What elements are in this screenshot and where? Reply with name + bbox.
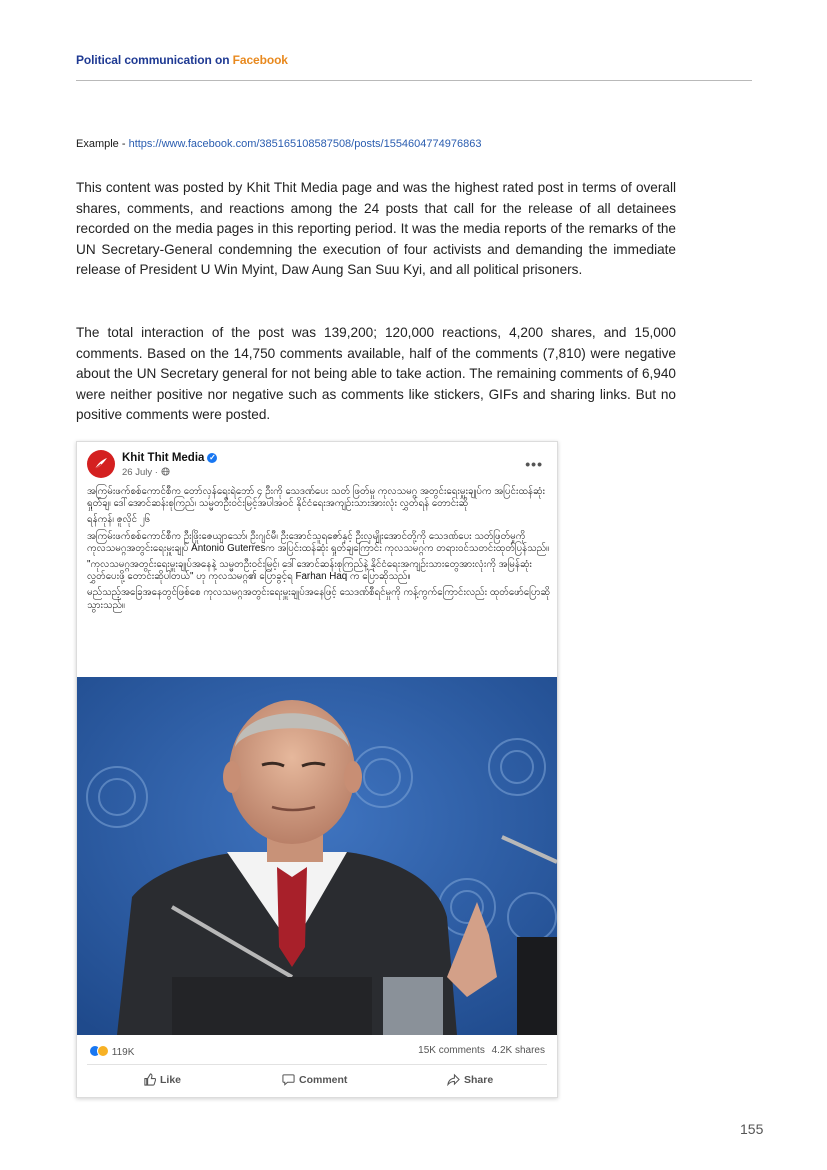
shares-count[interactable]: 4.2K shares [491,1045,545,1056]
thumbs-up-icon [143,1073,156,1086]
post-date-text: 26 July · [122,467,161,478]
post-text-body-2: မည်သည့်အခြေအနေတွင်ဖြစ်စေ ကုလသမဂ္ဂအတွင်းရေးမှူးချုပ်အနေဖြင့် သေဒဏ်စီရင်မှုကို ကန့်ကွက်ကြောင်းလည်း ထုတ်ဖော်ပြောဆိုသွားသည်။ [87,587,551,611]
actions-divider [87,1064,547,1065]
post-actions [77,1073,557,1089]
haha-reaction-icon [97,1045,109,1057]
post-text-body-1: အကြမ်းဖက်စစ်ကောင်စီက ဦးဖြိုးဇေယျာသော်၊ ဦးဂျင်မီ၊ ဦးအောင်သူရဇော်နှင့် ဦးလှမျိုးအောင်တို့ကို သေဒဏ်ပေး သတ်ဖြတ်မှုကို ကုလသမဂ္ဂအတွင်းရေးမှူးချုပ် Antonio Guterresက အပြင်းထန်ဆုံး ရှုတ်ချကြောင်း ကုလသမဂ္ဂက တရားဝင်သတင်းထုတ်ပြန်သည်။ [87,530,550,554]
comment-bubble-icon [282,1073,295,1086]
comment-button[interactable] [282,1073,347,1086]
like-label: Like [160,1073,182,1086]
post-text-dateline: ရန်ကုန်၊ ဇူလိုင် ၂၆ [87,514,151,526]
more-options-icon[interactable]: ••• [525,456,543,472]
post-text-quote: "ကုလသမဂ္ဂအတွင်းရေးမှူးချုပ်အနေနဲ့ သမ္မတဦးဝင်းမြင့်၊ ဒေါ်အောင်ဆန်းစုကြည်နဲ့ နိုင်ငံရေးအကျဉ်းသားတွေအားလုံးကို အမြန်ဆုံးလွှတ်ပေးဖို့ တောင်းဆိုပါတယ်" ဟု ကုလသမဂ္ဂ၏ ပြောခွင့်ရ Farhan Haq က ပြောဆိုသည်။ [87,559,532,583]
example-link[interactable]: https://www.facebook.com/385165108587508/posts/1554604774976863 [128,138,482,150]
post-text [87,486,553,616]
reactions-summary[interactable] [89,1045,134,1058]
comments-count[interactable]: 15K comments [418,1045,485,1056]
page-header [76,53,752,81]
example-line [76,138,481,150]
press-conference-photo [77,677,557,1035]
like-button[interactable] [143,1073,181,1086]
paragraph-1: This content was posted by Khit Thit Media page and was the highest rated post in terms of overall shares, comments, and reactions among the 24 posts that call for the release of all detainees recorded on the media pages in this reporting period. It was the media reports of the remarks of the UN Secretary-General condemning the execution of four activists and demanding the immediate release of President U Win Myint, Daw Aung San Suu Kyi, and all political prisoners. [76,180,676,278]
post-stats [414,1045,545,1056]
share-label: Share [464,1073,494,1086]
page-avatar[interactable] [87,450,115,478]
page-number: 155 [740,1121,764,1137]
post-header [87,450,547,486]
header-title [76,53,752,67]
share-button[interactable] [447,1073,493,1086]
post-text-headline: အကြမ်းဖက်စစ်ကောင်စီက တော်လှန်ရေးရဲဘော် ၄ ဦးကို သေဒဏ်ပေး သတ် ဖြတ်မှု ကုလသမဂ္ဂ အတွင်းရေးမှူးချုပ်က အပြင်းထန်ဆုံး ရှုတ်ချ၊ ဒေါ်အောင်ဆန်းစုကြည်၊ သမ္မတဦးဝင်းမြင့်အပါအဝင် နိုင်ငံရေးအကျဉ်းသားအားလုံး လွှတ်ရန် တောင်းဆို [87,486,545,510]
example-label: Example - [76,138,129,150]
header-title-main: Political communication on [76,53,233,67]
header-title-accent: Facebook [232,53,288,67]
comment-label: Comment [299,1073,348,1086]
paragraph-2: The total interaction of the post was 139,200; 120,000 reactions, 4,200 shares, and 15,000 comments. Based on the 14,750 comments available, half of the comments (7,810) were negative about the UN Secretary general for not being able to take action. The remaining comments of 6,940 were neither positive nor negative such as comments like stickers, GIFs and sharing links. But no positive comments were posted. [76,325,676,423]
post-photo[interactable] [77,677,557,1035]
globe-icon [161,467,170,478]
reactions-count: 119K [111,1047,135,1058]
page-name-text: Khit Thit Media [122,452,205,464]
facebook-post [76,441,558,1098]
verified-badge-icon: ✓ [209,453,216,462]
page-name[interactable] [122,452,217,464]
leaf-logo-icon [92,455,110,473]
post-date[interactable] [122,467,170,478]
share-arrow-icon [447,1073,460,1086]
